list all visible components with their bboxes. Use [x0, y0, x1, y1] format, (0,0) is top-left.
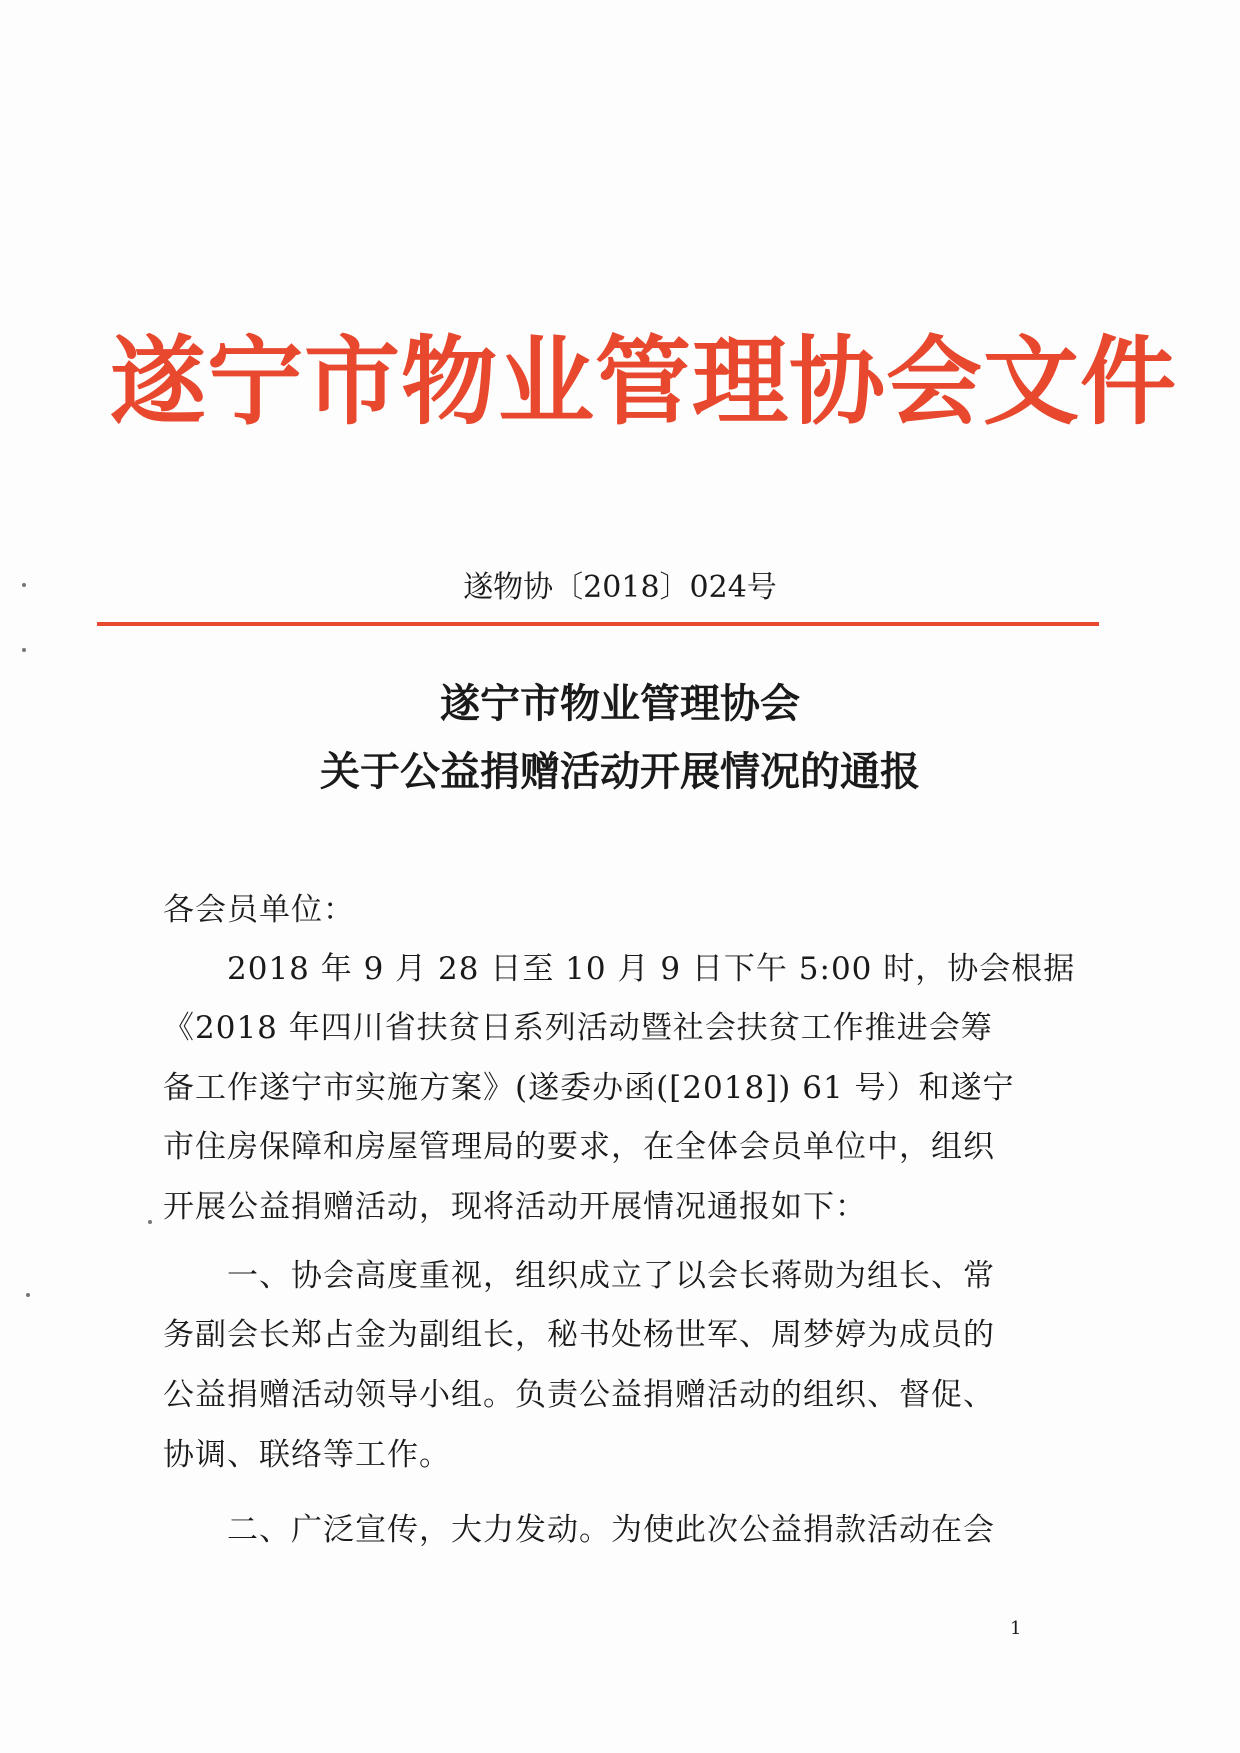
- red-divider-line: [97, 622, 1099, 626]
- scan-speck: [26, 1293, 30, 1297]
- page-number: 1: [1010, 1618, 1022, 1639]
- body-line: 备工作遂宁市实施方案》(遂委办函([2018]) 61 号）和遂宁: [163, 1070, 1015, 1106]
- scan-speck: [22, 648, 26, 652]
- body-line: 公益捐赠活动领导小组。负责公益捐赠活动的组织、督促、: [163, 1377, 995, 1413]
- body-line: 一、协会高度重视，组织成立了以会长蒋勋为组长、常: [163, 1258, 995, 1294]
- body-line: 务副会长郑占金为副组长，秘书处杨世军、周梦婷为成员的: [163, 1317, 995, 1353]
- scan-speck: [22, 583, 26, 587]
- body-line: 协调、联络等工作。: [163, 1437, 451, 1473]
- notice-title-line-1: 遂宁市物业管理协会: [440, 681, 800, 727]
- body-line: 《2018 年四川省扶贫日系列活动暨社会扶贫工作推进会筹: [163, 1010, 993, 1046]
- document-number: 遂物协〔2018〕024号: [463, 570, 777, 605]
- notice-title-line-2: 关于公益捐赠活动开展情况的通报: [320, 749, 920, 795]
- body-line: 市住房保障和房屋管理局的要求，在全体会员单位中，组织: [163, 1129, 995, 1165]
- body-line: 二、广泛宣传，大力发动。为使此次公益捐款活动在会: [163, 1512, 995, 1548]
- masthead-title: 遂宁市物业管理协会文件: [110, 326, 1177, 438]
- scan-speck: [148, 1220, 152, 1224]
- body-line: 开展公益捐赠活动，现将活动开展情况通报如下：: [163, 1189, 867, 1225]
- salutation: 各会员单位：: [163, 892, 355, 928]
- body-line: 2018 年 9 月 28 日至 10 月 9 日下午 5:00 时，协会根据: [163, 951, 1076, 987]
